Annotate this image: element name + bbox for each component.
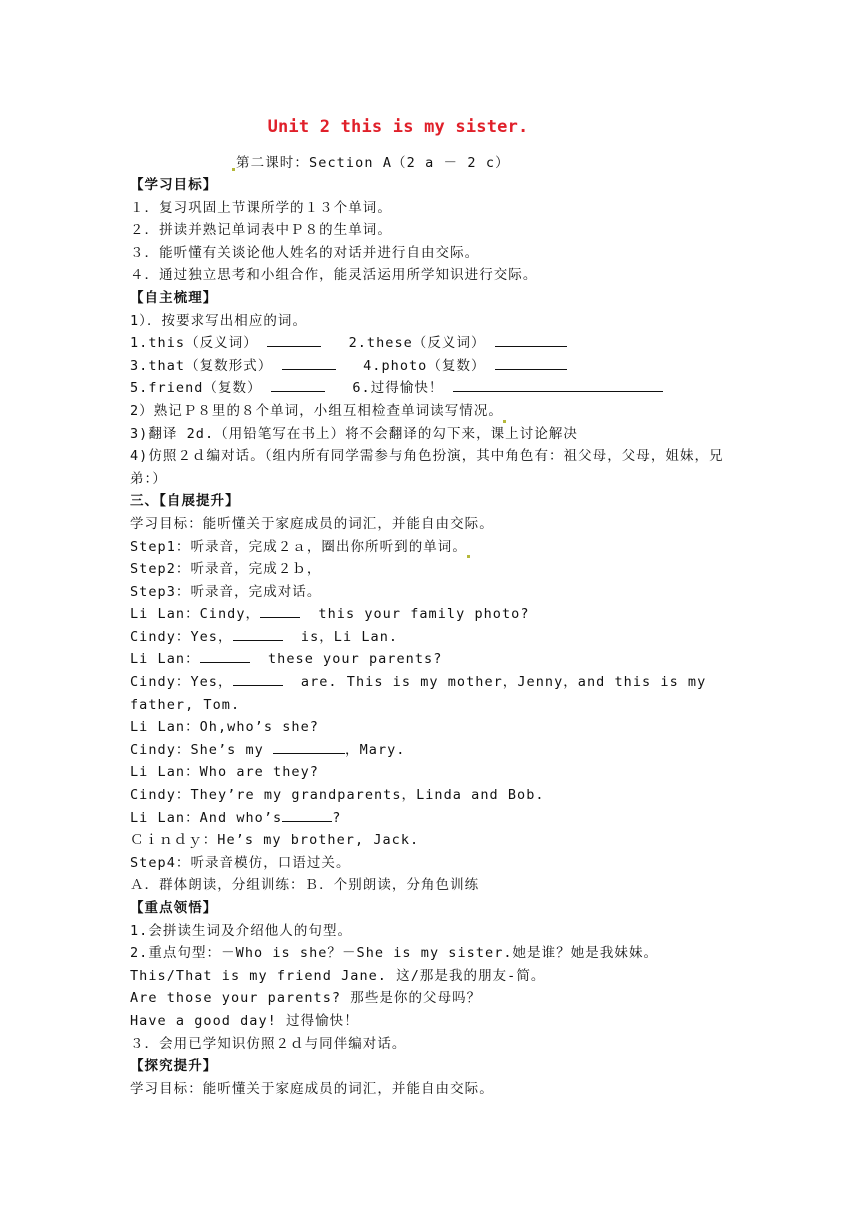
dialogue-text: are. This is my mother，Jenny，and this is my father, Tom. [130, 674, 707, 713]
dialogue-line: Ｃｉｎｄｙ：He’s my brother, Jack. [130, 832, 420, 849]
dialogue-line [130, 603, 740, 626]
dialogue-text: is，Li Lan. [291, 628, 399, 645]
dialogue-line: Li Lan：Oh,who’s she? [130, 719, 319, 736]
vocab-row [130, 355, 740, 378]
dialogue-text: Cindy：Yes， [130, 628, 233, 645]
explore-goal: 学习目标：能听懂关于家庭成员的词汇，并能自由交际。 [130, 1080, 494, 1097]
answer-blank[interactable] [260, 605, 300, 618]
section-header-explore: 【探究提升】 [130, 1058, 218, 1075]
dialogue-line: Li Lan：Who are they? [130, 764, 319, 781]
dialogue-text: Cindy：Yes， [130, 674, 233, 691]
dialogue-text: ? [332, 809, 342, 826]
answer-blank[interactable] [495, 334, 567, 347]
answer-blank[interactable] [282, 357, 336, 370]
dialogue-line [130, 671, 740, 716]
step-item [130, 536, 740, 559]
mark-dot [232, 168, 235, 171]
vocab-question: 3.that（复数形式） [130, 357, 273, 374]
vocab-question: 6.过得愉快！ [352, 380, 444, 397]
page-title: Unit 2 this is my sister. [267, 117, 529, 137]
self-item: 3)翻译 2d.（用铅笔写在书上）将不会翻译的勾下来，课上讨论解决 [130, 425, 578, 442]
answer-blank[interactable] [282, 809, 332, 822]
dialogue-text: this your family photo? [309, 606, 530, 623]
dialogue-text: ，Mary. [345, 741, 406, 758]
step-item: Step3：听录音，完成对话。 [130, 583, 322, 600]
dialogue-text: Li Lan：And who’s [130, 809, 283, 826]
dialogue-line [130, 626, 740, 649]
step-text: Step1：听录音，完成２ａ，圈出你所听到的单词。 [130, 538, 467, 555]
key-item: 1.会拼读生词及介绍他人的句型。 [130, 922, 353, 939]
step-item: Step2：听录音，完成２ｂ， [130, 561, 322, 578]
dialogue-line [130, 739, 740, 762]
answer-blank[interactable] [453, 379, 663, 392]
goal-item: ４．通过独立思考和小组合作，能灵活运用所学知识进行交际。 [130, 267, 538, 284]
key-item: ３．会用已学知识仿照２ｄ与同伴编对话。 [130, 1035, 407, 1052]
section-header-goals: 【学习目标】 [130, 177, 218, 193]
key-item: This/That is my friend Jane. 这/那是我的朋友-简。 [130, 967, 546, 984]
answer-blank[interactable] [271, 379, 325, 392]
section-header-self: 【自主梳理】 [130, 289, 218, 306]
step-item: Step4：听录音模仿，口语过关。 [130, 854, 351, 871]
answer-blank[interactable] [200, 650, 250, 663]
goal-item: ２．拼读并熟记单词表中Ｐ８的生单词。 [130, 222, 392, 239]
dialogue-text: Cindy：She’s my [130, 741, 274, 758]
vocab-question: 4.photo（复数） [363, 357, 486, 374]
self-item: 4)仿照２ｄ编对话。（组内所有同学需参与角色扮演，其中角色有：祖父母，父母，姐妹，兄弟：） [130, 448, 724, 487]
subtitle-text: 第二课时：Section A（2 a － 2 c） [236, 155, 510, 171]
dialogue-text: Li Lan：Cindy， [130, 606, 261, 623]
self-intro: 1）．按要求写出相应的词。 [130, 312, 308, 329]
key-item: Have a good day! 过得愉快！ [130, 1012, 359, 1029]
goal-item: １．复习巩固上节课所学的１３个单词。 [130, 199, 392, 216]
dialogue-line [130, 807, 740, 830]
dialogue-text: Li Lan： [130, 651, 200, 668]
answer-blank[interactable] [273, 741, 345, 754]
answer-blank[interactable] [267, 334, 321, 347]
worksheet-body [130, 174, 740, 1100]
vocab-question: 1.this（反义词） [130, 335, 258, 352]
vocab-row [130, 332, 740, 355]
key-item: Are those your parents? 那些是你的父母吗？ [130, 990, 482, 1007]
extend-goal: 学习目标：能听懂关于家庭成员的词汇，并能自由交际。 [130, 515, 494, 532]
answer-blank[interactable] [233, 673, 283, 686]
answer-blank[interactable] [233, 628, 283, 641]
mark-dot [467, 555, 470, 558]
self-item-text: 2）熟记Ｐ８里的８个单词，小组互相检查单词读写情况。 [130, 402, 503, 419]
goal-item: ３．能听懂有关谈论他人姓名的对话并进行自由交际。 [130, 244, 480, 261]
dialogue-line [130, 648, 740, 671]
section-header-key: 【重点领悟】 [130, 900, 218, 916]
answer-blank[interactable] [495, 357, 567, 370]
vocab-question: 2.these（反义词） [348, 335, 486, 352]
section-header-extend: 三、【自展提升】 [130, 493, 240, 510]
vocab-question: 5.friend（复数） [130, 380, 262, 397]
key-item: 2.重点句型：－Who is she？－She is my sister.她是谁？她是我妹妹。 [130, 945, 659, 962]
dialogue-text: these your parents? [258, 651, 443, 668]
dialogue-line: Cindy：They’re my grandparents，Linda and Bob. [130, 787, 545, 804]
self-item [130, 400, 740, 423]
vocab-row [130, 377, 740, 400]
step-options: Ａ．群体朗读，分组训练：Ｂ．个别朗读，分角色训练 [130, 877, 480, 894]
lesson-subtitle [232, 151, 510, 171]
